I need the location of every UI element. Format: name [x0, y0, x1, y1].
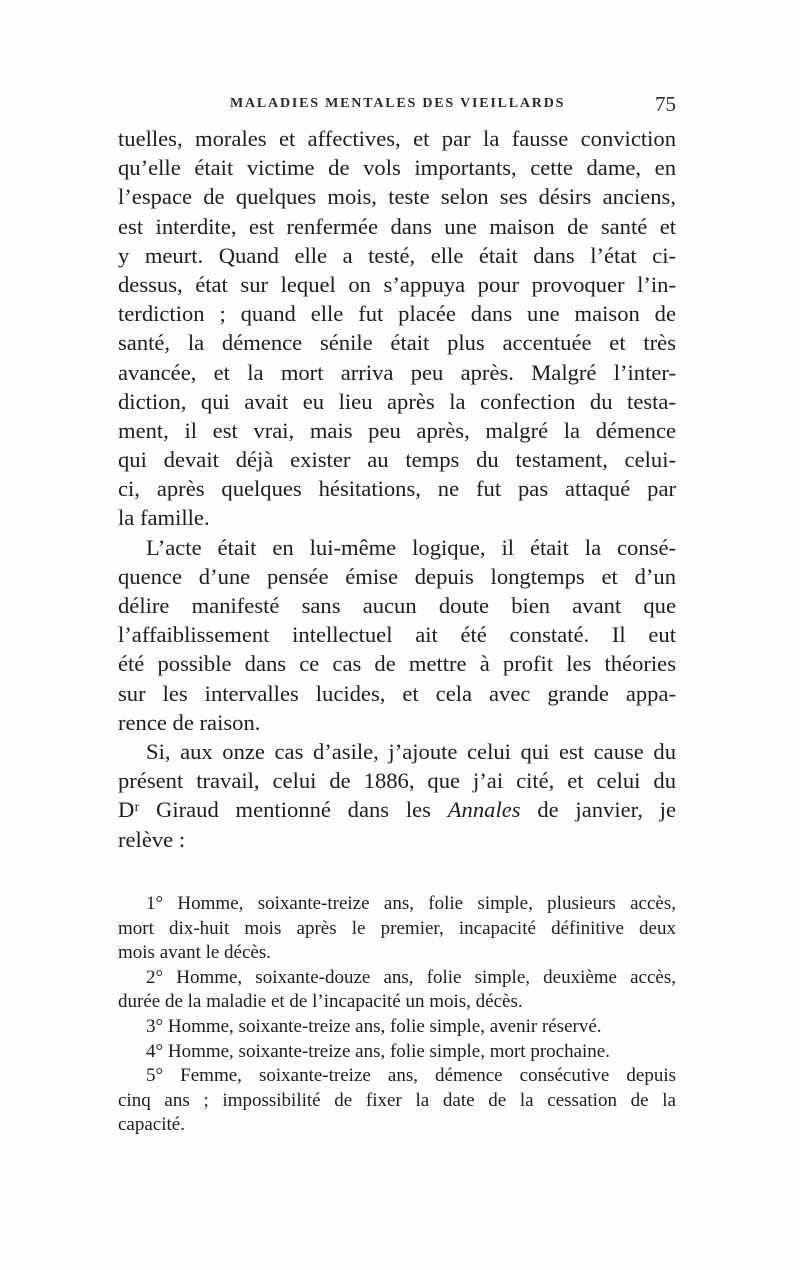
text-line: qui devait déjà exister au temps du testament, celui- — [118, 447, 676, 473]
text-line: rence de raison. — [118, 709, 261, 735]
text-segment: de janvier, je — [537, 797, 676, 823]
body-text — [118, 124, 676, 854]
text-line: l’affaiblissement intellectuel ait été constaté. Il eut — [118, 622, 676, 648]
case-line: mort dix-huit mois après le premier, incapacité définitive deux — [118, 917, 676, 939]
text-line: été possible dans ce cas de mettre à profit les théories — [118, 651, 676, 677]
text-line: l’espace de quelques mois, teste selon ses désirs anciens, — [118, 184, 676, 210]
text-segment: Dʳ Giraud mentionné dans les — [118, 797, 431, 823]
case-line: capacité. — [118, 1114, 185, 1136]
case-line: mois avant le décès. — [118, 942, 272, 964]
text-line: diction, qui avait eu lieu après la confection du testa- — [118, 388, 676, 414]
text-line: présent travail, celui de 1886, que j’ai cité, et celui du — [118, 768, 676, 794]
page-number: 75 — [655, 92, 676, 116]
running-title: MALADIES MENTALES DES VIEILLARDS — [230, 96, 566, 111]
text-line: ci, après quelques hésitations, ne fut pas attaqué par — [118, 476, 676, 502]
running-head — [118, 92, 678, 116]
case-list — [118, 892, 676, 1138]
text-line: terdiction ; quand elle fut placée dans une maison de — [118, 301, 676, 327]
text-line — [118, 795, 676, 824]
text-line: qu’elle était victime de vols importants, cette dame, en — [118, 155, 676, 181]
text-line: sur les intervalles lucides, et cela avec grande appa- — [118, 680, 676, 706]
text-line: tuelles, morales et affectives, et par la fausse conviction — [118, 126, 676, 151]
text-line: L’acte était en lui-même logique, il était la consé- — [146, 534, 676, 560]
text-line: délire manifesté sans aucun doute bien avant que — [118, 593, 676, 618]
text-line: quence d’une pensée émise depuis longtemps et d’un — [118, 563, 676, 589]
text-line: Si, aux onze cas d’asile, j’ajoute celui qui est cause du — [146, 738, 676, 764]
italic-title: Annales — [447, 797, 521, 823]
case-line: cinq ans ; impossibilité de fixer la date de la cessation de la — [118, 1089, 676, 1111]
case-line: 4° Homme, soixante-treize ans, folie simple, mort prochaine. — [146, 1040, 610, 1062]
case-line: 3° Homme, soixante-treize ans, folie simple, avenir réservé. — [146, 1015, 602, 1037]
text-line: est interdite, est renfermée dans une maison de santé et — [118, 213, 676, 239]
text-line: y meurt. Quand elle a testé, elle était dans l’état ci- — [118, 242, 676, 268]
text-line: ment, il est vrai, mais peu après, malgré la démence — [118, 417, 676, 443]
case-line: durée de la maladie et de l’incapacité un mois, décès. — [118, 991, 523, 1013]
text-line: dessus, état sur lequel on s’appuya pour provoquer l’in- — [118, 271, 676, 297]
case-line: 2° Homme, soixante-douze ans, folie simple, deuxième accès, — [146, 966, 676, 988]
case-line: 1° Homme, soixante-treize ans, folie simple, plusieurs accès, — [146, 893, 676, 914]
case-line: 5° Femme, soixante-treize ans, démence consécutive depuis — [146, 1065, 676, 1087]
text-line: la famille. — [118, 505, 210, 531]
text-line: relève : — [118, 826, 186, 852]
text-line: avancée, et la mort arriva peu après. Malgré l’inter- — [118, 359, 676, 385]
text-line: santé, la démence sénile était plus accentuée et très — [118, 330, 676, 356]
